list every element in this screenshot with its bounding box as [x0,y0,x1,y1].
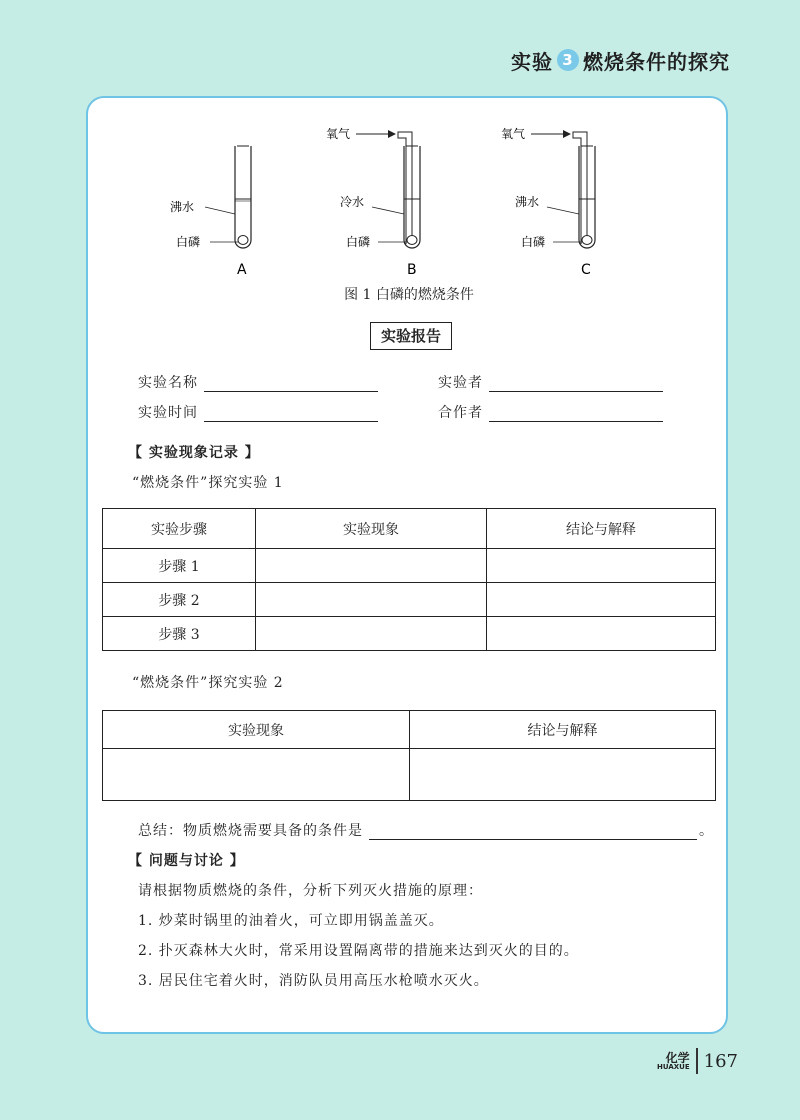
tube-a-phosphorus-label: 白磷 [176,235,201,249]
exp-2-conclusion-cell[interactable] [410,749,716,801]
summary-blank[interactable] [369,823,697,840]
test-tube-a [170,146,251,278]
list-item: 2. 扑灭森林大火时，常采用设置隔离带的措施来达到灭火的目的。 [138,943,579,959]
tube-c-water-label: 沸水 [515,195,540,209]
experiment-number-badge: 3 [557,49,579,71]
step-1-cell: 步骤 1 [103,549,256,583]
experiment-time-label: 实验时间 [138,405,198,421]
table-row [103,617,716,651]
table-2-header-conclusion: 结论与解释 [410,711,716,749]
table-2-header-row [103,711,716,749]
table-row [103,583,716,617]
experimenter-label: 实验者 [438,375,483,391]
step-2-phenomenon-cell[interactable] [256,583,487,617]
test-tube-b [326,126,420,278]
experimenter-blank[interactable] [489,375,663,392]
tube-b-water-label: 冷水 [340,195,365,209]
content-card [86,96,728,1034]
experiment-name-field[interactable] [138,372,378,392]
table-1-header-row [103,509,716,549]
experiment-1-table [102,508,716,651]
step-2-cell: 步骤 2 [103,583,256,617]
test-tube-figure [88,98,730,418]
footer-divider [696,1048,698,1074]
tube-c-phosphorus-label: 白磷 [521,235,546,249]
experimenter-field[interactable] [438,372,663,392]
subject-mark [657,1052,690,1071]
table-1-header-step: 实验步骤 [103,509,256,549]
list-item: 1. 炒菜时锅里的油着火，可立即用锅盖盖灭。 [138,913,444,929]
tube-b-gas-label: 氧气 [326,127,351,141]
tube-a-letter: A [237,262,247,278]
experiment-2-table [102,710,716,801]
header-title: 燃烧条件的探究 [583,49,730,74]
summary-line[interactable] [138,820,714,840]
summary-end: 。 [699,823,714,839]
discussion-intro: 请根据物质燃烧的条件，分析下列灭火措施的原理： [138,883,483,899]
table-2-header-phenomenon: 实验现象 [103,711,410,749]
step-3-cell: 步骤 3 [103,617,256,651]
step-1-phenomenon-cell[interactable] [256,549,487,583]
step-3-conclusion-cell[interactable] [487,617,716,651]
page-number: 167 [703,1050,738,1072]
partner-blank[interactable] [489,405,663,422]
header-prefix: 实验 [511,49,553,74]
experiment-time-blank[interactable] [204,405,378,422]
table-1-header-conclusion: 结论与解释 [487,509,716,549]
summary-label: 总结：物质燃烧需要具备的条件是 [138,823,363,839]
test-tube-c [501,126,595,278]
partner-field[interactable] [438,402,663,422]
experiment-name-label: 实验名称 [138,375,198,391]
experiment-time-field[interactable] [138,402,378,422]
record-heading: 【 实验现象记录 】 [128,445,260,461]
tube-a-water-label: 沸水 [170,200,195,214]
experiment-2-title: “燃烧条件”探究实验 2 [132,675,284,691]
list-item: 3. 居民住宅着火时，消防队员用高压水枪喷水灭火。 [138,973,489,989]
page-footer [657,1046,738,1076]
discussion-heading: 【 问题与讨论 】 [128,853,245,869]
table-1-header-phenomenon: 实验现象 [256,509,487,549]
step-3-phenomenon-cell[interactable] [256,617,487,651]
step-1-conclusion-cell[interactable] [487,549,716,583]
table-row [103,749,716,801]
tube-b-phosphorus-label: 白磷 [346,235,371,249]
partner-label: 合作者 [438,405,483,421]
table-row [103,549,716,583]
subject-cn: 化学 [665,1050,690,1065]
figure-caption: 图 1 白磷的燃烧条件 [344,287,474,303]
tube-c-letter: C [581,262,591,278]
experiment-1-title: “燃烧条件”探究实验 1 [132,475,284,491]
experiment-name-blank[interactable] [204,375,378,392]
subject-en: HUAXUE [657,1062,690,1071]
step-2-conclusion-cell[interactable] [487,583,716,617]
report-title: 实验报告 [370,322,452,350]
tube-c-gas-label: 氧气 [501,127,526,141]
exp-2-phenomenon-cell[interactable] [103,749,410,801]
page-header [511,42,730,78]
tube-b-letter: B [407,262,417,278]
